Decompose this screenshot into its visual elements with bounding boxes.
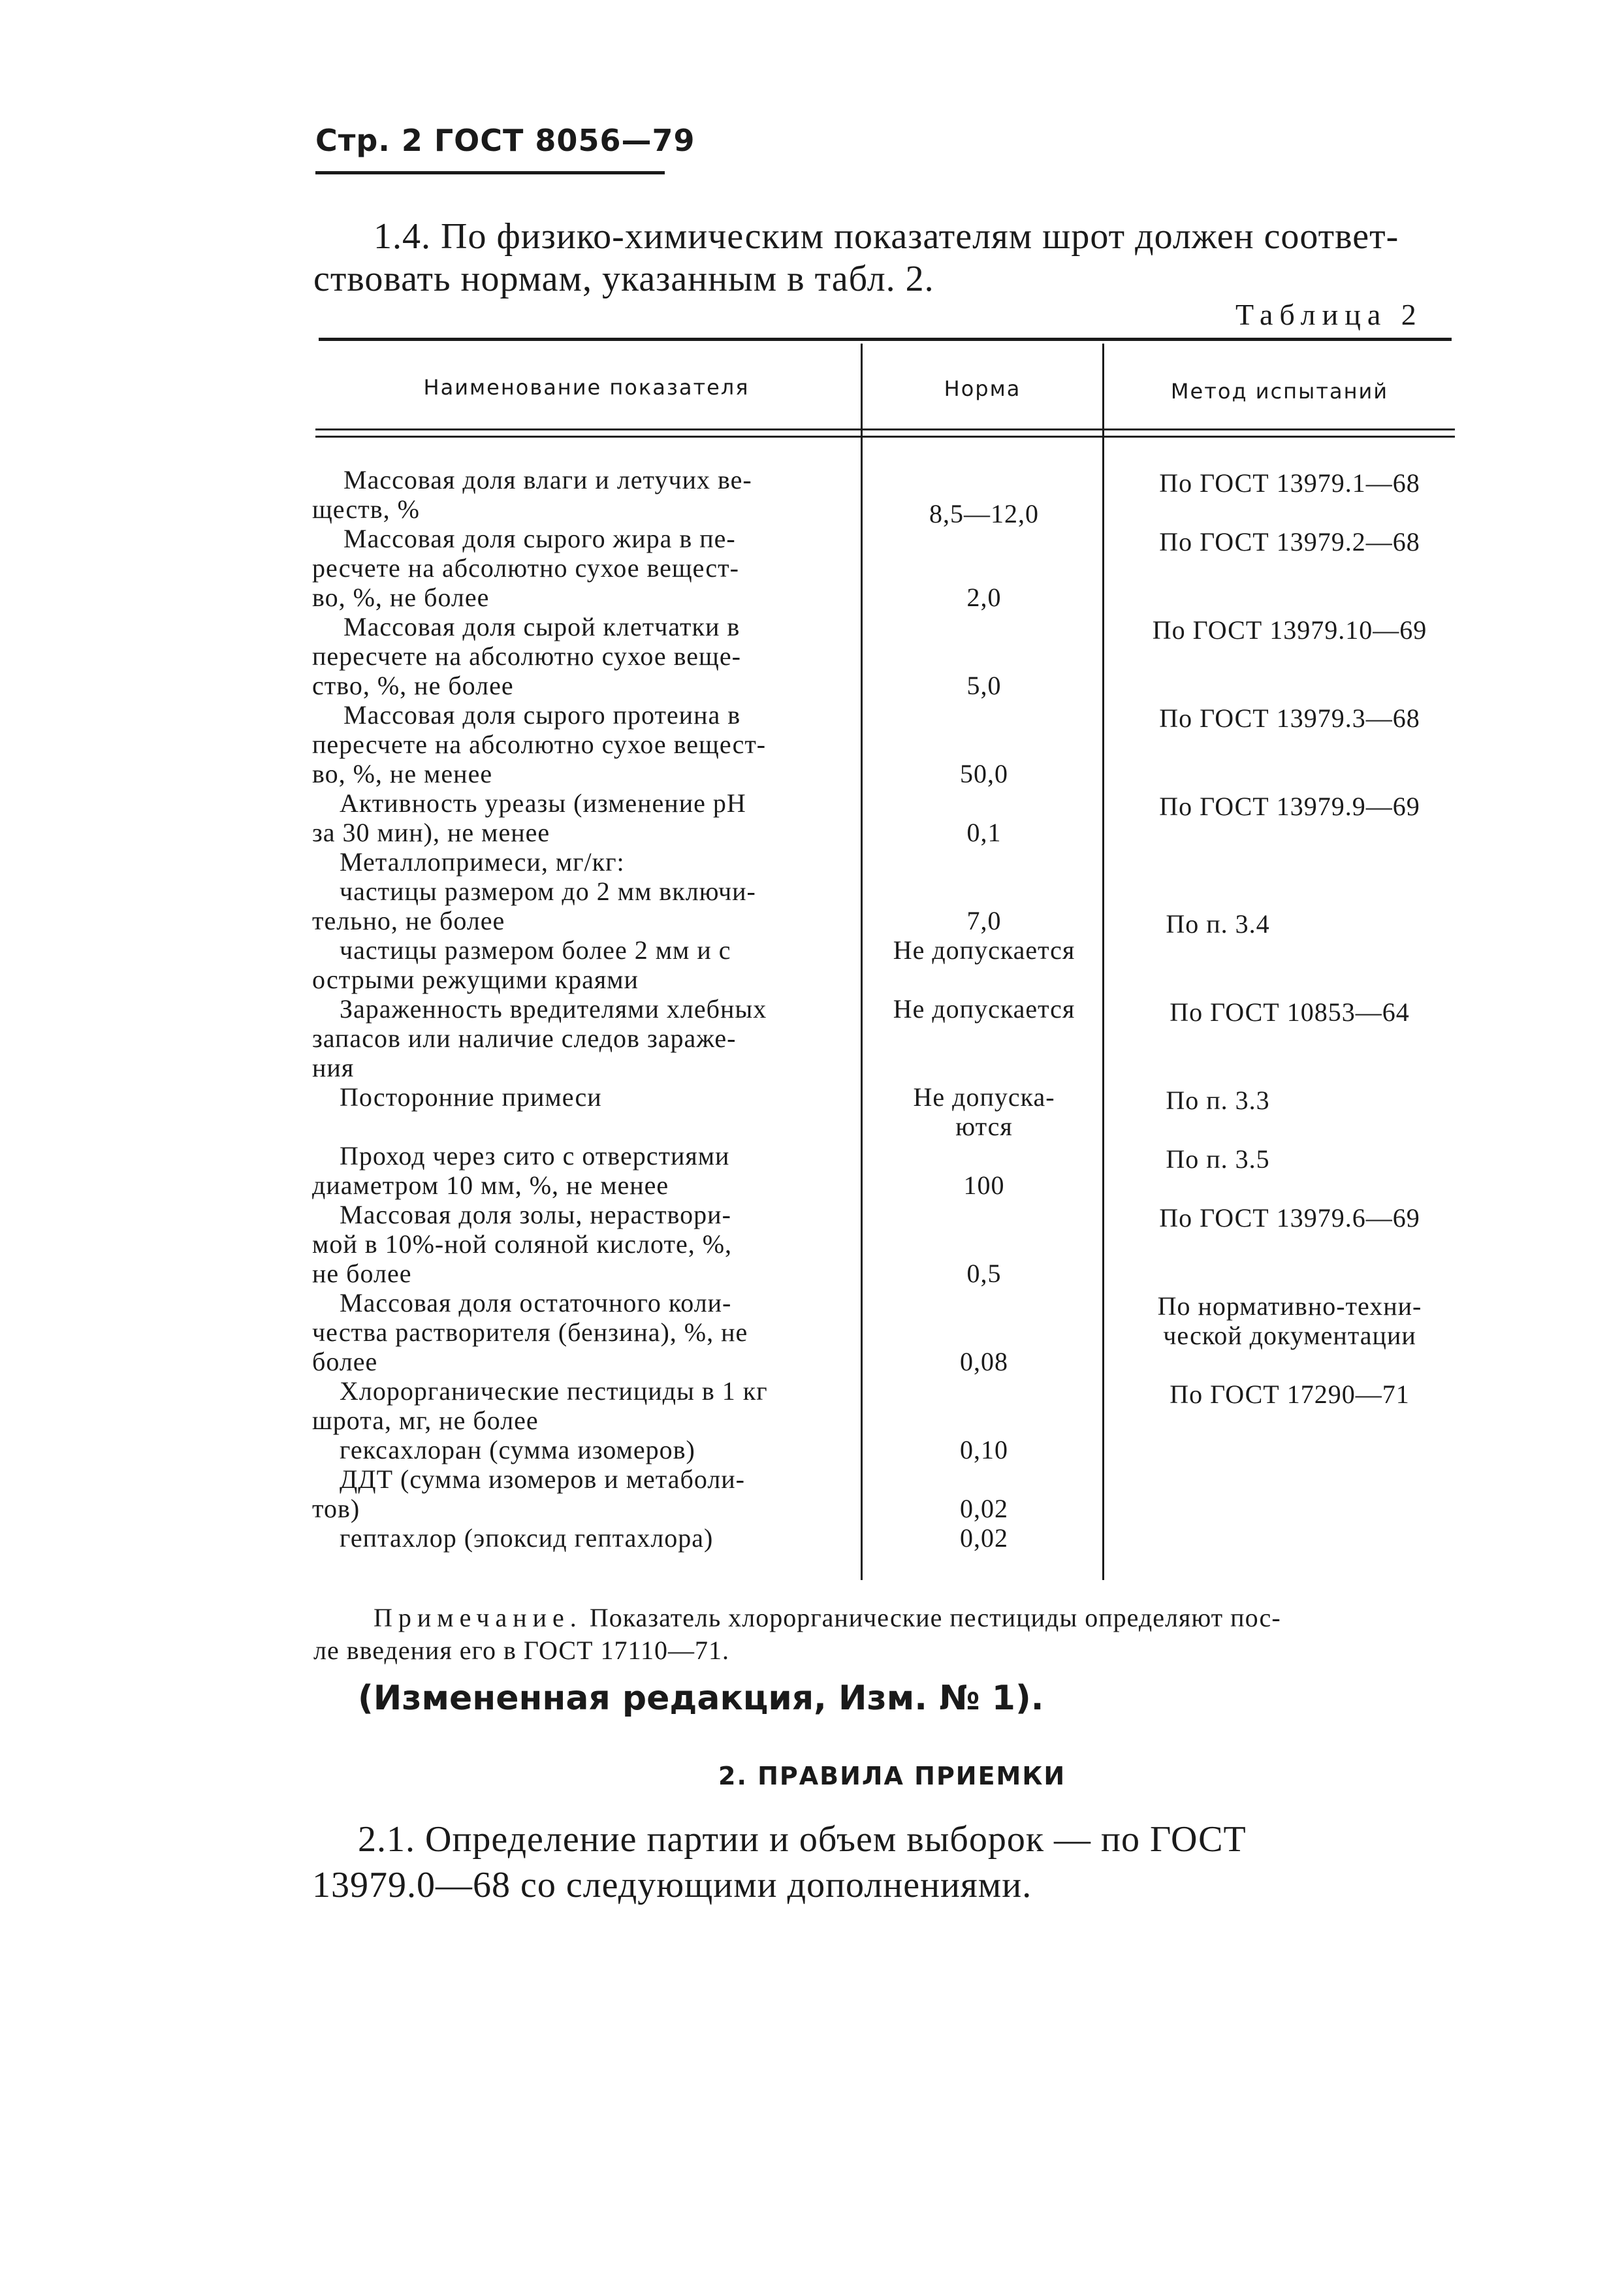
indicator-line: чества растворителя (бензина), %, не [312, 1317, 748, 1347]
method-value: По п. 3.4 [1166, 909, 1270, 939]
indicator-line: частицы размером до 2 мм включи- [340, 877, 756, 906]
indicator-line: за 30 мин), не менее [312, 818, 550, 847]
indicator-line: Массовая доля сырого жира в пе- [343, 524, 736, 553]
indicator-line: гексахлоран (сумма изомеров) [340, 1435, 695, 1464]
indicator-line: Массовая доля золы, нераствори- [340, 1200, 731, 1229]
indicator-line: во, %, не более [312, 583, 490, 612]
indicator-line: ДДТ (сумма изомеров и метаболи- [340, 1464, 745, 1494]
table-caption: Таблица 2 [1235, 298, 1423, 331]
indicator-line: мой в 10%-ной соляной кислоте, %, [312, 1229, 733, 1259]
indicator-line: частицы размером более 2 мм и с [340, 935, 731, 965]
column-header-method: Метод испытаний [1170, 379, 1389, 404]
norm-value: 0,02 [960, 1523, 1008, 1553]
indicator-line: гептахлор (эпоксид гептахлора) [340, 1523, 714, 1553]
norm-value: 5,0 [966, 671, 1002, 700]
indicator-line: Массовая доля сырой клетчатки в [343, 612, 740, 641]
indicator-line: Зараженность вредителями хлебных [340, 994, 767, 1024]
note-label: Примечание. [374, 1603, 582, 1632]
note-line-1 [374, 1602, 1281, 1633]
column-header-name: Наименование показателя [423, 375, 750, 400]
norm-value: 8,5—12,0 [929, 499, 1039, 528]
indicator-line: запасов или наличие следов зараже- [312, 1024, 737, 1053]
indicator-line: диаметром 10 мм, %, не менее [312, 1171, 669, 1200]
method-value: По ГОСТ 13979.9—69 [1159, 792, 1420, 821]
section-paragraph-line-1: 2.1. Определение партии и объем выборок — по ГОСТ [358, 1819, 1247, 1860]
method-value: По ГОСТ 13979.6—69 [1159, 1203, 1420, 1233]
page-header: Стр. 2 ГОСТ 8056—79 [315, 123, 695, 158]
indicator-line: более [312, 1347, 378, 1376]
indicator-line: ния [312, 1053, 355, 1082]
norm-value: 50,0 [960, 759, 1008, 788]
indicator-line: ресчете на абсолютно сухое вещест- [312, 553, 739, 583]
indicator-line: Металлопримеси, мг/кг: [340, 847, 625, 877]
method-value: По п. 3.3 [1166, 1086, 1270, 1115]
indicator-line: пересчете на абсолютно сухое веще- [312, 641, 741, 671]
indicator-line: Посторонние примеси [340, 1082, 602, 1112]
column-header-norm: Норма [944, 376, 1021, 401]
table-top-rule [319, 338, 1452, 341]
indicator-line: тельно, не более [312, 906, 505, 935]
method-value: По нормативно-техни- [1157, 1291, 1422, 1321]
indicator-line: тов) [312, 1494, 360, 1523]
indicator-line: пересчете на абсолютно сухое вещест- [312, 730, 767, 759]
indicator-line: Массовая доля остаточного коли- [340, 1288, 732, 1317]
header-rule [315, 171, 665, 174]
norm-value: Не допускается [893, 935, 1075, 965]
table-header-rule-1 [315, 428, 1455, 430]
method-value: ческой документации [1163, 1321, 1416, 1350]
norm-value: 0,1 [966, 818, 1002, 847]
indicator-line: ство, %, не более [312, 671, 514, 700]
intro-line-2: ствовать нормам, указанным в табл. 2. [313, 259, 934, 299]
indicator-line: ществ, % [312, 494, 420, 524]
norm-value: Не допуска- [913, 1082, 1055, 1112]
indicator-line: шрота, мг, не более [312, 1406, 539, 1435]
norm-value: 0,5 [966, 1259, 1002, 1288]
indicator-line: Массовая доля влаги и летучих ве- [343, 465, 752, 494]
indicator-line: не более [312, 1259, 412, 1288]
norm-value: 2,0 [966, 583, 1002, 612]
amendment-note: (Измененная редакция, Изм. № 1). [358, 1679, 1044, 1718]
note-text: Показатель хлорорганические пестициды определяют пос- [589, 1603, 1281, 1632]
note-line-2: ле введения его в ГОСТ 17110—71. [313, 1636, 729, 1665]
indicator-line: острыми режущими краями [312, 965, 639, 994]
indicator-line: Хлорорганические пестициды в 1 кг [340, 1376, 768, 1406]
indicator-line: Активность уреазы (изменение рН [340, 788, 746, 818]
norm-value: 100 [963, 1171, 1005, 1200]
method-value: По ГОСТ 13979.1—68 [1159, 468, 1420, 498]
method-value: По ГОСТ 13979.3—68 [1159, 703, 1420, 733]
indicator-line: во, %, не менее [312, 759, 493, 788]
norm-value: 0,02 [960, 1494, 1008, 1523]
method-value: По ГОСТ 10853—64 [1170, 997, 1410, 1027]
norm-value: 7,0 [966, 906, 1002, 935]
section-title: 2. ПРАВИЛА ПРИЕМКИ [718, 1762, 1066, 1790]
section-paragraph-line-2: 13979.0—68 со следующими дополнениями. [312, 1865, 1032, 1905]
norm-value: Не допускается [893, 994, 1075, 1024]
method-value: По ГОСТ 13979.2—68 [1159, 527, 1420, 557]
indicator-line: Проход через сито с отверстиями [340, 1141, 730, 1171]
indicator-line: Массовая доля сырого протеина в [343, 700, 741, 730]
method-value: По ГОСТ 17290—71 [1170, 1380, 1410, 1409]
norm-value: 0,10 [960, 1435, 1008, 1464]
table-header-rule-2 [315, 436, 1455, 438]
method-value: По ГОСТ 13979.10—69 [1152, 615, 1427, 645]
norm-value: ются [955, 1112, 1013, 1141]
intro-line-1: 1.4. По физико-химическим показателям шрот должен соответ- [374, 216, 1399, 257]
method-value: По п. 3.5 [1166, 1144, 1270, 1174]
norm-value: 0,08 [960, 1347, 1008, 1376]
